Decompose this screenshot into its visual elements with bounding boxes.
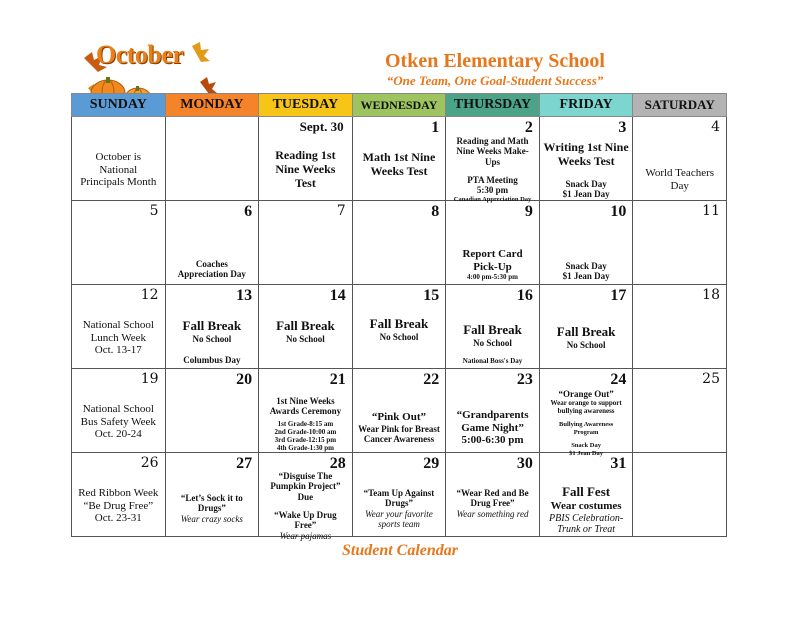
weekday-header: MONDAY <box>165 94 259 117</box>
event-line: Reading 1st <box>275 148 336 162</box>
event-line: “Disguise The <box>278 471 333 481</box>
event-line: Program <box>573 428 599 436</box>
event-line: Due <box>297 491 314 502</box>
day-number: 27 <box>236 455 253 472</box>
event-line: 4:00 pm-5:30 pm <box>467 273 518 282</box>
event-line: No School <box>379 331 419 342</box>
day-number: Sept. 30 <box>299 119 344 134</box>
day-number: 10 <box>610 203 627 220</box>
event-line: Cancer Awareness <box>363 433 435 444</box>
event-line: National School <box>82 319 154 331</box>
day-number: 1 <box>431 119 440 136</box>
event-line: Game Night” <box>461 421 524 434</box>
day-cell <box>352 285 446 369</box>
day-cell <box>539 285 633 369</box>
event-line: Red Ribbon Week <box>78 487 159 499</box>
day-number: 28 <box>329 455 346 472</box>
day-number: 18 <box>702 287 720 303</box>
event-line: National Boss's Day <box>462 357 523 366</box>
day-cell <box>259 369 353 453</box>
event-line: Awards Ceremony <box>269 406 342 417</box>
weekday-header: TUESDAY <box>259 94 353 117</box>
event-line: Trunk or Treat <box>557 524 616 536</box>
event-line: Fall Break <box>556 324 616 339</box>
day-number: 8 <box>431 203 440 220</box>
event-line: Fall Fest <box>562 484 611 499</box>
event-line: Weeks Test <box>557 153 615 168</box>
event-line: Math 1st Nine <box>362 150 436 164</box>
day-number: 16 <box>516 287 533 304</box>
week-row <box>72 453 727 537</box>
event-line: Weeks Test <box>370 163 428 178</box>
day-cell <box>72 285 166 369</box>
day-cell <box>352 117 446 201</box>
day-cell <box>539 117 633 201</box>
day-cell <box>165 117 259 201</box>
event-line: Pick-Up <box>473 260 512 273</box>
day-number: 19 <box>140 371 159 387</box>
day-number: 23 <box>516 371 533 388</box>
event-line: 3rd Grade-12:15 pm <box>274 435 337 444</box>
event-line: Reading and Math <box>456 136 529 146</box>
event-line: National School <box>82 403 154 415</box>
day-cell <box>352 369 446 453</box>
event-line: Appreciation Day <box>177 269 246 280</box>
day-cell <box>539 201 633 285</box>
event-line: “Let’s Sock it to <box>180 493 243 503</box>
weekday-header: WEDNESDAY <box>352 94 446 117</box>
weekday-header: SATURDAY <box>633 94 727 117</box>
day-cell <box>352 201 446 285</box>
day-cell <box>259 453 353 541</box>
event-line: National <box>99 163 138 176</box>
event-line: Nine Weeks <box>275 161 336 176</box>
event-line: Wear costumes <box>550 499 622 512</box>
event-line: Wear your favorite <box>365 508 433 519</box>
event-line: Bullying Awareness <box>559 421 614 429</box>
school-name: Otken Elementary School <box>385 50 605 72</box>
day-cell <box>259 201 353 285</box>
event-line: Test <box>294 175 316 190</box>
day-number: 26 <box>140 455 159 471</box>
weekday-header: SUNDAY <box>72 94 166 117</box>
day-cell <box>72 201 166 285</box>
event-line: Drugs” <box>384 498 413 509</box>
event-line: Canadian Appreciation Day <box>453 195 532 203</box>
day-number: 7 <box>336 203 346 219</box>
event-line: $1 Jean Day <box>569 449 604 457</box>
week-row <box>72 117 727 201</box>
event-line: sports team <box>378 519 420 530</box>
day-cell <box>72 369 166 453</box>
event-line: Wear something red <box>456 508 529 519</box>
event-line: Columbus Day <box>183 355 241 366</box>
day-cell <box>633 369 727 453</box>
day-number: 9 <box>524 203 533 220</box>
event-line: Drugs” <box>197 503 226 514</box>
event-line: Writing 1st Nine <box>543 140 629 154</box>
event-line: Ups <box>485 156 501 167</box>
day-cell <box>446 285 540 369</box>
day-number: 4 <box>711 119 720 135</box>
event-line: Day <box>670 179 689 192</box>
day-cell <box>446 369 540 453</box>
day-cell <box>259 285 353 369</box>
day-number: 17 <box>610 287 627 304</box>
event-line: “Wake Up Drug <box>274 510 337 521</box>
event-line: Oct. 20-24 <box>94 428 142 441</box>
event-line: Free” <box>294 520 317 531</box>
day-cell <box>539 453 633 537</box>
event-line: Bus Safety Week <box>80 415 156 428</box>
event-line: Lunch Week <box>90 331 146 344</box>
event-line: $1 Jean Day <box>562 271 610 282</box>
day-cell <box>633 201 727 285</box>
day-cell <box>72 117 166 201</box>
event-line: Snack Day <box>565 261 607 271</box>
event-line: Wear orange to support <box>550 399 622 408</box>
event-line: “Be Drug Free” <box>83 499 154 512</box>
day-number: 25 <box>702 371 720 387</box>
day-cell <box>633 285 727 369</box>
day-number: 30 <box>516 455 533 472</box>
event-line: Snack Day <box>565 178 607 189</box>
event-line: Drug Free” <box>470 498 515 509</box>
week-row <box>72 369 727 453</box>
event-line: No School <box>192 333 232 344</box>
day-cell <box>72 453 166 537</box>
day-number: 15 <box>423 287 440 304</box>
event-line: 5:00-6:30 pm <box>461 434 524 447</box>
event-line: “Grandparents <box>456 409 529 421</box>
event-line: World Teachers <box>645 167 715 179</box>
event-line: Fall Break <box>276 318 335 333</box>
logo-text: October <box>96 40 184 69</box>
event-line: Nine Weeks Make- <box>456 146 529 157</box>
day-cell <box>165 369 259 453</box>
event-line: 1st Nine Weeks <box>276 396 335 406</box>
day-number: 31 <box>610 455 627 472</box>
event-line: Fall Break <box>182 318 242 333</box>
day-cell <box>259 117 353 201</box>
event-line: Oct. 23-31 <box>94 512 142 525</box>
event-line: “Orange Out” <box>558 389 614 399</box>
event-line: $1 Jean Day <box>562 188 610 199</box>
week-row <box>72 201 727 285</box>
calendar-grid <box>71 93 727 541</box>
day-number: 11 <box>702 203 720 219</box>
day-cell <box>165 285 259 369</box>
weekday-header-row <box>72 94 727 117</box>
event-line: 5:30 pm <box>476 185 509 196</box>
event-line: Principals Month <box>80 176 157 189</box>
day-number: 21 <box>329 371 346 388</box>
day-number: 22 <box>423 371 440 388</box>
day-number: 29 <box>423 455 440 472</box>
day-cell <box>446 117 540 201</box>
event-line: October is <box>95 151 142 163</box>
day-cell <box>539 369 633 457</box>
event-line: Fall Break <box>369 316 429 331</box>
event-line: “Wear Red and Be <box>456 488 529 498</box>
calendar-footer-title: Student Calendar <box>341 542 459 559</box>
day-number: 14 <box>329 287 346 304</box>
school-motto: “One Team, One Goal-Student Success” <box>386 73 604 88</box>
week-row <box>72 285 727 369</box>
event-line: PTA Meeting <box>467 175 518 186</box>
day-number: 20 <box>236 371 253 388</box>
weekday-header: THURSDAY <box>446 94 540 117</box>
day-cell <box>446 453 540 537</box>
event-line: Oct. 13-17 <box>94 344 142 357</box>
event-line: Snack Day <box>571 442 601 450</box>
weekday-header: FRIDAY <box>539 94 633 117</box>
event-line: Report Card <box>462 248 523 260</box>
day-cell <box>446 201 540 285</box>
event-line: 4th Grade-1:30 pm <box>276 443 334 452</box>
day-number: 5 <box>149 203 159 219</box>
event-line: No School <box>473 337 512 348</box>
day-number: 13 <box>236 287 253 304</box>
event-line: No School <box>566 339 606 350</box>
day-number: 6 <box>244 203 253 220</box>
event-line: No School <box>286 333 325 344</box>
event-line: Pumpkin Project” <box>270 481 341 492</box>
day-cell <box>165 453 259 537</box>
day-cell <box>165 201 259 285</box>
event-line: “Team Up Against <box>363 488 435 498</box>
event-line: 2nd Grade-10:00 am <box>274 427 337 436</box>
event-line: bullying awareness <box>557 407 615 416</box>
event-line: Wear Pink for Breast <box>358 423 440 434</box>
event-line: PBIS Celebration- <box>549 512 624 524</box>
event-line: “Pink Out” <box>371 411 427 423</box>
event-line: Coaches <box>195 259 228 269</box>
event-line: Wear pajamas <box>279 530 332 541</box>
day-cell <box>633 117 727 201</box>
day-number: 12 <box>140 287 159 303</box>
event-line: Fall Break <box>463 322 522 337</box>
day-number: 2 <box>524 119 533 136</box>
day-number: 3 <box>618 119 627 136</box>
day-number: 24 <box>610 371 627 388</box>
event-line: Wear crazy socks <box>180 513 243 524</box>
day-cell <box>633 453 727 537</box>
day-cell <box>352 453 446 537</box>
event-line: 1st Grade-8:15 am <box>277 419 334 428</box>
